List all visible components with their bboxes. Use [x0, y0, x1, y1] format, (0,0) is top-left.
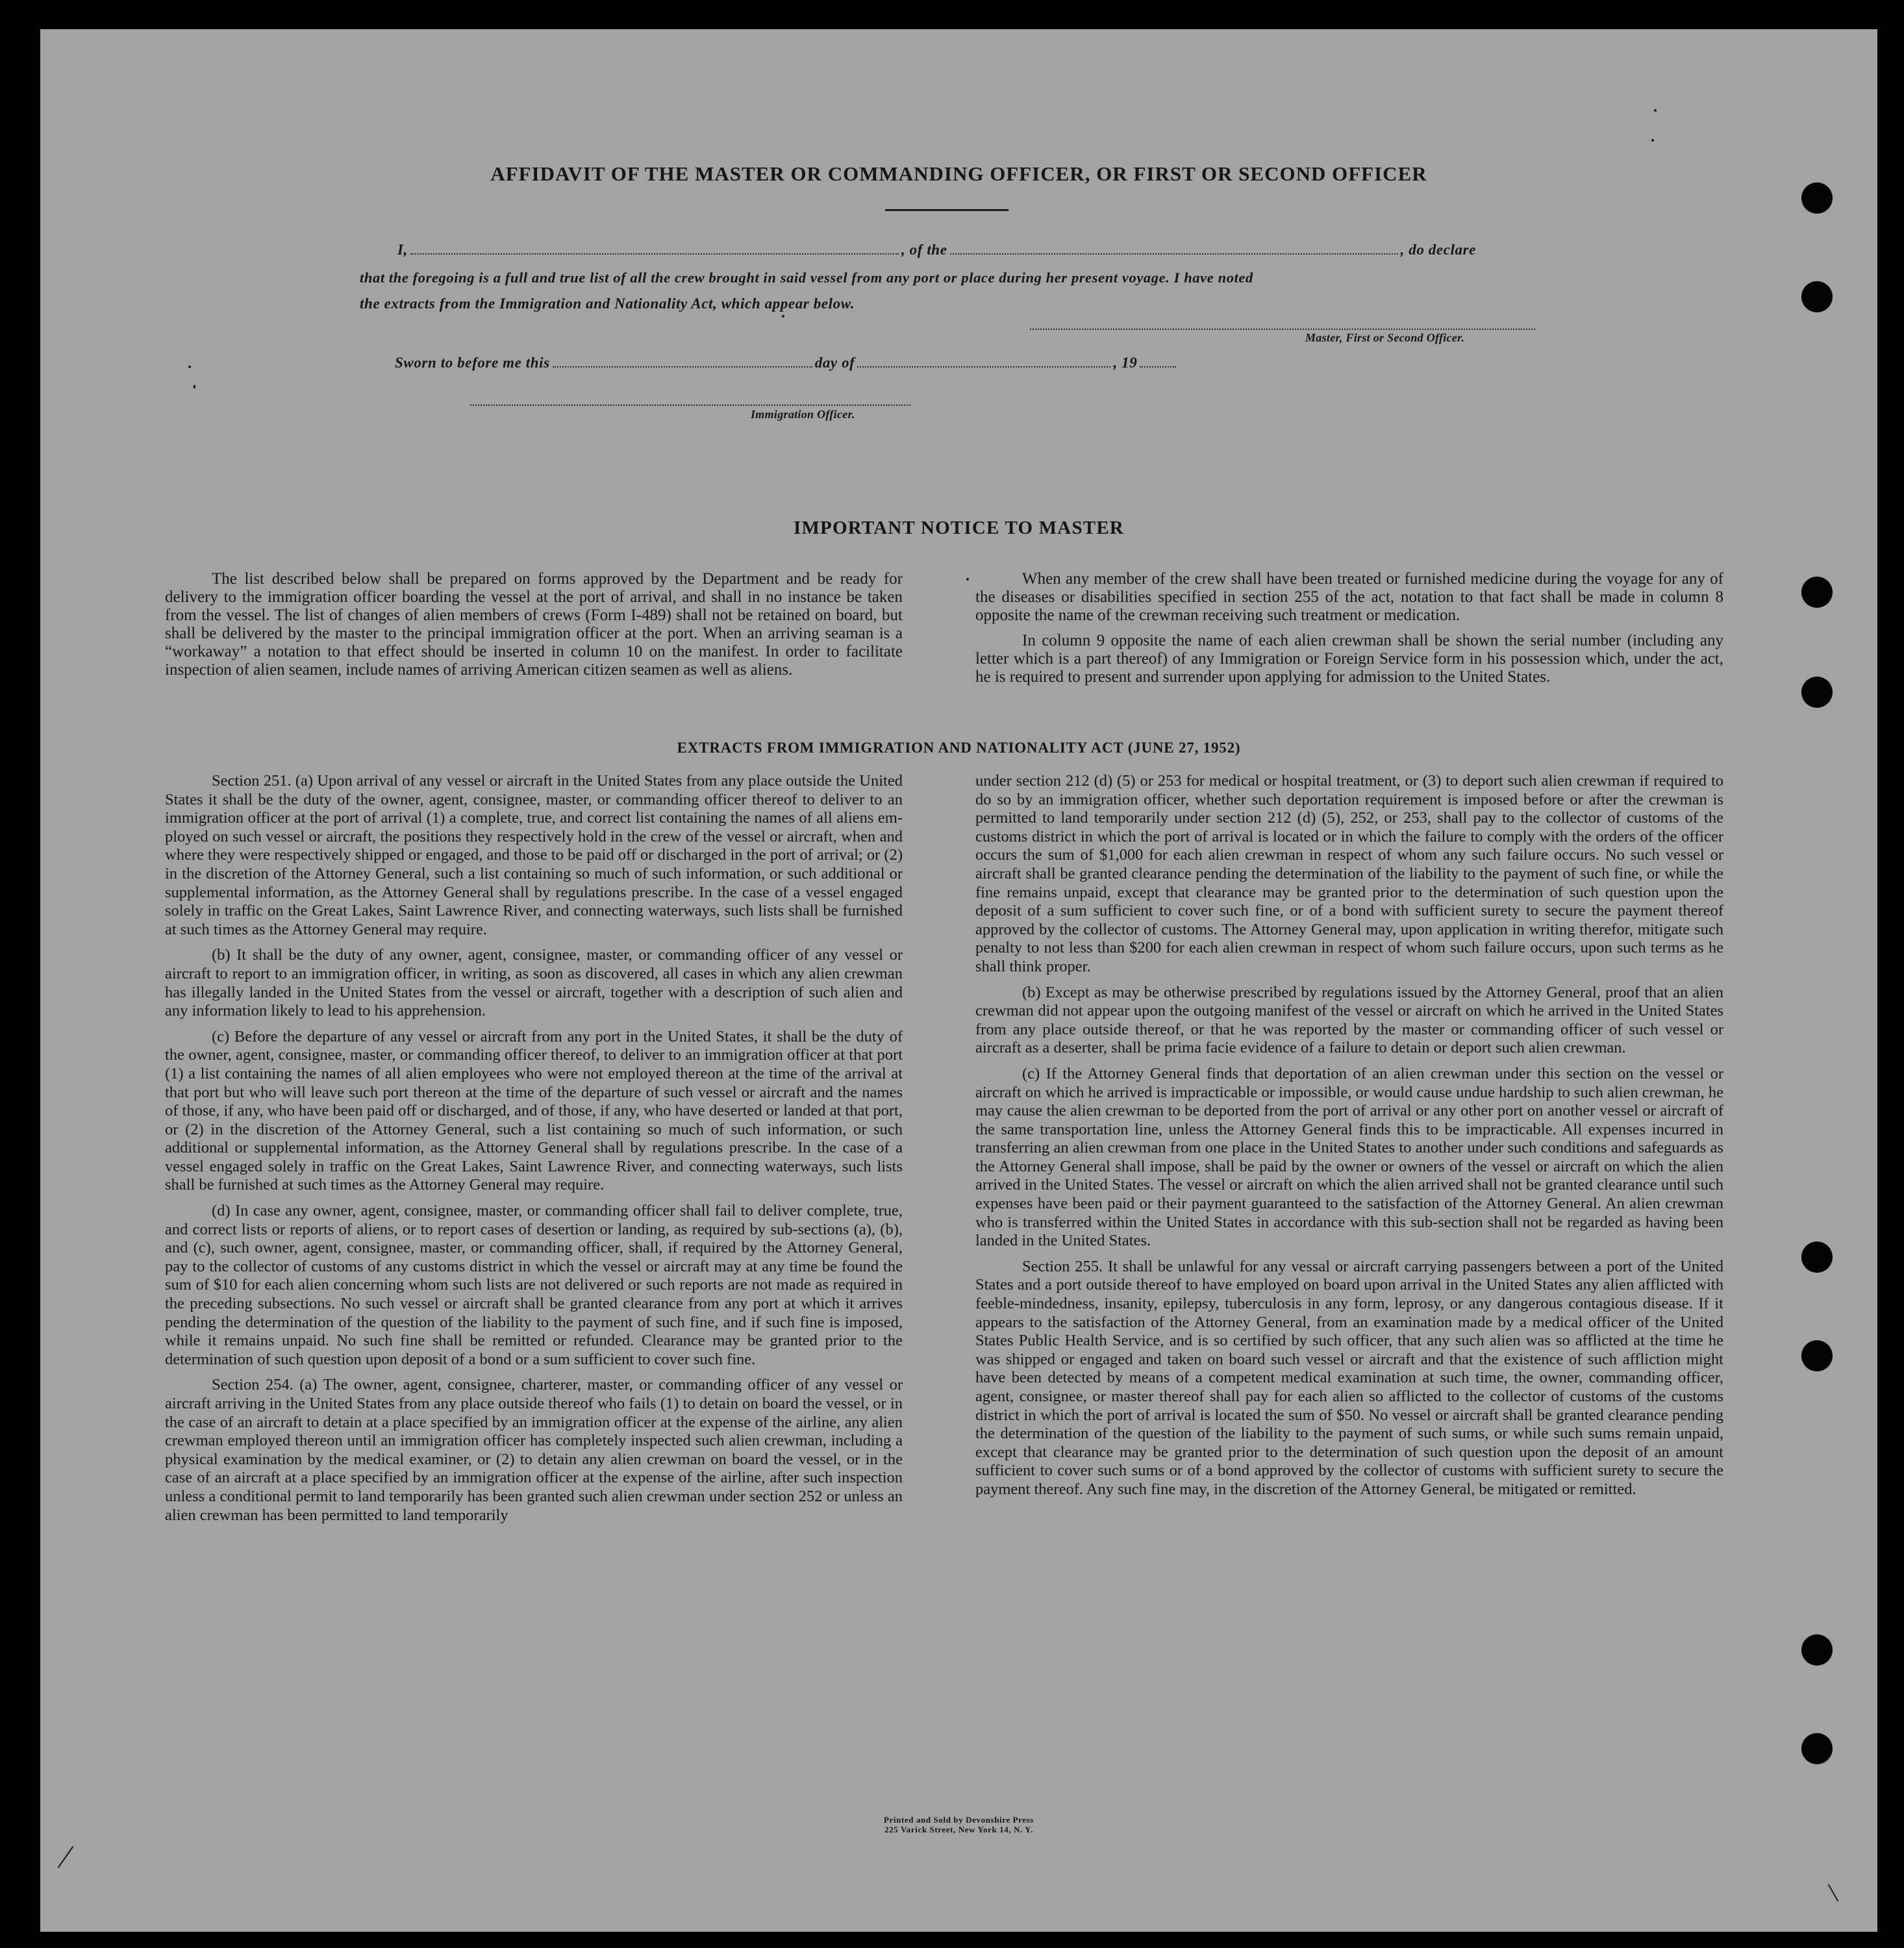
binder-hole [1801, 677, 1833, 708]
binder-hole [1801, 1733, 1833, 1764]
master-signature-line[interactable] [1030, 328, 1535, 330]
printer-imprint [40, 1815, 1877, 1834]
declaration-i: I, [397, 242, 408, 258]
notice-right-paragraph-2: In column 9 opposite the name of each alien crewman shall be shown the serial number (including any letter which is a part thereof) of any Immigration or Foreign Service form in his possession which, under the act, he is required to present and surrender upon applying for admission to the United States. [975, 632, 1723, 686]
binder-hole [1801, 1340, 1833, 1371]
stray-mark [58, 1846, 74, 1868]
declaration-line-2: that the foregoing is a full and true list of all the crew brought in said vessel from any port or place during her present voyage. I have noted [360, 269, 1253, 286]
extracts-heading: EXTRACTS FROM IMMIGRATION AND NATIONALITY ACT (JUNE 27, 1952) [677, 740, 1241, 756]
title-rule [885, 209, 1008, 211]
stray-mark [188, 366, 191, 368]
section-251-b: (b) It shall be the duty of any owner, agent, consignee, master, or commanding officer of any vessel or aircraft to report to an immigration officer, in writing, as soon as discovered, all cases in which any alien crewman has illegally landed in the United States from the vessel or aircraft, together with a description of such alien and any information likely to lead to his apprehension. [165, 946, 903, 1020]
section-251-a: Section 251. (a) Upon arrival of any vessel or aircraft in the United States from any place outside the United States it shall be the duty of the owner, agent, consignee, master, or commanding officer thereof to deliver to an immigration officer at the port of arrival (1) a complete, true, and correct list containing the names of all aliens employed on such vessel or aircraft, the positions they respectively hold in the crew of the vessel or aircraft, when and where they were respectively shipped or engaged, and those to be paid off or discharged in the port of arrival; or (2) in the discretion of the Attorney General, such a list containing so much of such information, or such additional or supplemental information, as the Attorney General shall by regulations prescribe. In the case of a vessel engaged solely in traffic on the Great Lakes, Saint Lawrence River, and connecting waterways, such lists shall be furnished at such times as the Attorney General may require. [165, 772, 903, 938]
binder-hole [1801, 1242, 1833, 1273]
stray-mark [1828, 1884, 1839, 1902]
declaration-line [397, 242, 1476, 258]
stray-mark [1651, 139, 1654, 142]
notice-left-column [165, 570, 903, 679]
sworn-line [395, 355, 1179, 371]
notice-left-paragraph: The list described below shall be prepared on forms approved by the Department and be ready for delivery to the immigration officer boarding the vessel at the port of arrival, and shall in no instance be taken from the vessel. The list of changes of alien members of crews (Form I-489) shall not be retained on board, but shall be delivered by the master to the principal immigration officer at the port. When an arriving seaman is a “workaway” a notation to that effect should be inserted in column 10 on the manifest. In order to facilitate inspection of alien seamen, include names of arriving American citizen seamen as well as aliens. [165, 570, 903, 679]
sworn-prefix: Sworn to before me this [395, 355, 550, 371]
binder-hole [1801, 577, 1833, 608]
notice-right-column [975, 570, 1723, 686]
section-254-a: Section 254. (a) The owner, agent, consignee, charterer, master, or commanding officer of any vessel or aircraft arriving in the United States from any place outside thereof who fails (1) to detain on board the vessel, or in the case of an aircraft to detain at a place specified by an immigration officer at the expense of the airline, any alien crewman employed thereon until an immigration officer has completely inspected such alien crewman, including a physical examination by the medical examiner, or (2) to detain any alien crewman on board the vessel, or in the case of an aircraft at a place specified by an immigration officer at the expense of the airline, after such inspection unless a conditional permit to land temporarily has been granted such alien crewman under section 252 or unless an alien crewman has been permitted to land temporarily [165, 1376, 903, 1524]
stray-mark [194, 385, 195, 388]
stray-mark [966, 578, 969, 581]
master-name-blank[interactable] [410, 253, 899, 255]
imprint-line-1: Printed and Sold by Devonshire Press [884, 1815, 1034, 1825]
notice-title: IMPORTANT NOTICE TO MASTER [793, 518, 1125, 538]
document-page [40, 29, 1877, 1932]
section-254-c: (c) If the Attorney General finds that deportation of an alien crewman under this section on the vessel or aircraft on which he arrived is impracticable or impossible, or would cause undue hardship to such alien crewman, he may cause the alien crewman to be deported from the port of arrival or any other port on another vessel or aircraft of the same transportation line, unless the Attorney General finds this to be impracticable. All expenses incurred in transferring an alien crewman from one place in the United States to another under such conditions and safeguards as the Attorney General shall impose, shall be paid by the owner or owners of the vessel or aircraft on which the alien arrived in the United States. The vessel or aircraft on which the alien arrived shall not be granted clearance until such expenses have been paid or their payment guaranteed to the satisfaction of the Attorney General. An alien crewman who is transferred within the United States in accordance with this sub-section shall not be regarded as having been landed in the United States. [975, 1064, 1723, 1250]
declaration-declare: , do declare [1400, 242, 1476, 258]
binder-hole [1801, 281, 1833, 312]
section-254-a-continued: under section 212 (d) (5) or 253 for medical or hospital treatment, or (3) to deport such alien crewman if required to do so by an immigration officer, whether such deportation requirement is imposed before or after the crewman is permitted to land temporarily under section 212 (d) (5), 252, or 253, shall pay to the collector of customs of the customs district in which the port of arrival is located or in which the failure to comply with the orders of the officer occurs the sum of $1,000 for each alien crewman in respect of whom any such failure occurs. No such vessel or aircraft shall be granted clearance pending the determination of the liability to the payment of such fine, or while the fine remains unpaid, except that clearance may be granted prior to the determination of such question upon the deposit of a sum sufficient to cover such fine, or of a bond with sufficient surety to secure the payment thereof approved by the collector of customs. The Attorney General may, upon application in writing therefor, mitigate such penalty to not less than $200 for each alien crewman in respect of whom such failure occurs, upon such terms as he shall think proper. [975, 772, 1723, 975]
master-signature-caption: Master, First or Second Officer. [1305, 331, 1465, 344]
sworn-year: , 19 [1113, 355, 1138, 371]
binder-hole [1801, 1634, 1833, 1666]
sworn-day-blank[interactable] [553, 366, 812, 368]
imprint-line-2: 225 Varick Street, New York 14, N. Y. [884, 1825, 1033, 1834]
vessel-name-blank[interactable] [950, 253, 1398, 255]
officer-signature-caption: Immigration Officer. [751, 408, 855, 421]
section-251-c: (c) Before the departure of any vessel or aircraft from any port in the United States, it shall be the duty of the owner, agent, consignee, master, or commanding officer thereof, to deliver to an immigration officer at that port (1) a list containing the names of all alien employees who were not employed thereon at the time of the arrival at that port but who will leave such port thereon at the time of the departure of such vessel or aircraft and the names of those, if any, who have been paid off or discharged, and of those, if any, who have deserted or landed at that port, or (2) in the discretion of the Attorney General, such a list containing so much of such information, or such additional or supplemental information, as the Attorney General shall by regulations prescribe. In the case of a vessel engaged solely in traffic on the Great Lakes, Saint Lawrence River, and connecting waterways, such lists shall be furnished at such times as the Attorney General may require. [165, 1027, 903, 1194]
section-251-d: (d) In case any owner, agent, consignee, master, or commanding officer shall fail to deliver complete, true, and correct lists or reports of aliens, or to report cases of desertion or landing, as required by sub-sections (a), (b), and (c), such owner, agent, consignee, master, or commanding officer, shall, if required by the Attorney General, pay to the collector of customs of any customs district in which the vessel or aircraft may at any time be found the sum of $10 for each alien concerning whom such lists are not delivered or such reports are not made as required in the preceding subsections. No such vessel or aircraft shall be granted clearance from any port at which it arrives pending the determination of the question of the liability to the payment of such fine, and if such fine is imposed, while it remains unpaid. No such fine shall be remitted or refunded. Clearance may be granted prior to the determination of such question upon deposit of a bond or a sum sufficient to cover such fine. [165, 1202, 903, 1368]
declaration-line-3: the extracts from the Immigration and Nationality Act, which appear below. [360, 295, 855, 312]
notice-right-paragraph-1: When any member of the crew shall have been treated or furnished medicine during the voyage for any of the diseases or disabilities specified in section 255 of the act, notation to that fact shall be made in column 8 opposite the name of the crewman receiving such treatment or medication. [975, 570, 1723, 624]
extracts-left-column [165, 772, 903, 1525]
sworn-month-blank[interactable] [857, 366, 1110, 368]
stray-mark [782, 315, 784, 318]
officer-signature-line[interactable] [470, 404, 910, 406]
binder-hole [1801, 182, 1833, 214]
sworn-day-of: day of [814, 355, 855, 371]
extracts-right-column [975, 772, 1723, 1499]
sworn-year-blank[interactable] [1140, 366, 1176, 368]
affidavit-title: AFFIDAVIT OF THE MASTER OR COMMANDING OFFICER, OR FIRST OR SECOND OFFICER [490, 162, 1427, 185]
section-254-b: (b) Except as may be otherwise prescribed by regulations issued by the Attorney General, proof that an alien crewman did not appear upon the outgoing manifest of the vessel or aircraft on which he arrived in the United States from any place outside thereof, or that he was reported by the master or commanding officer of such vessel or aircraft as a deserter, shall be prima facie evidence of a failure to detain or deport such alien crewman. [975, 983, 1723, 1057]
section-255: Section 255. It shall be unlawful for any vessal or aircraft carrying passengers between a port of the United States and a port outside thereof to have employed on board upon arrival in the United States any alien afflicted with feeble-mindedness, insanity, epilepsy, tuberculosis in any form, leprosy, or any dangerous contagious disease. If it appears to the satisfaction of the Attorney General, from an examination made by a medical officer of the United States Public Health Service, and is so certified by such officer, that any such alien was so afflicted at the time he was shipped or engaged and taken on board such vessel or aircraft and that the existence of such affliction might have been detected by means of a competent medical examination at such time, the owner, commanding officer, agent, consignee, or master thereof shall pay for each alien so afflicted to the collector of customs of the customs district in which the port of arrival is located the sum of $50. No vessel or aircraft shall be granted clearance pending the determination of the question of the liability to the payment of such sums, or while such sums remain unpaid, except that clearance may be granted prior to the determination of such question upon the deposit of an amount sufficient to cover such sums or of a bond approved by the collector of customs with sufficient surety to secure the payment thereof. Any such fine may, in the discretion of the Attorney General, be mitigated or remitted. [975, 1257, 1723, 1498]
stray-mark [1654, 109, 1657, 112]
declaration-of-the: , of the [901, 242, 947, 258]
